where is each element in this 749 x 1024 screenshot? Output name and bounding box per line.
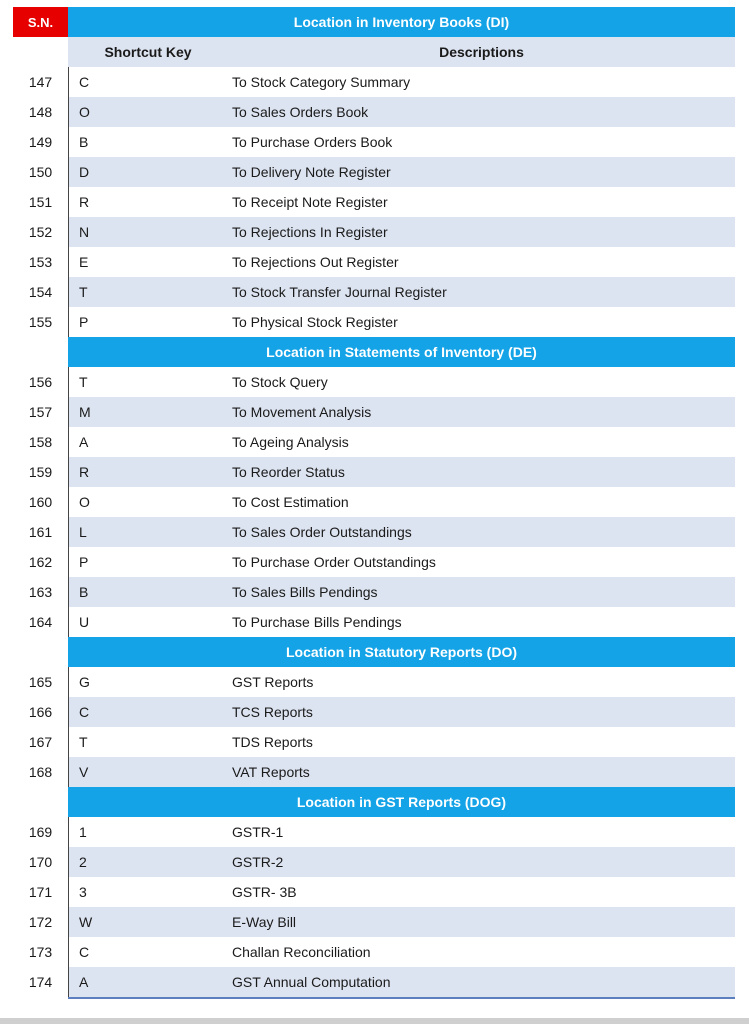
table-row: [13, 277, 735, 307]
description: To Reorder Status: [228, 457, 735, 487]
table-row: [13, 157, 735, 187]
table-row: [13, 487, 735, 517]
serial-number: 171: [28, 884, 53, 900]
table-row: [13, 727, 735, 757]
shortcut-key: 1: [68, 817, 228, 847]
shortcut-key: L: [68, 517, 228, 547]
description: GSTR- 3B: [228, 877, 735, 907]
serial-number: 173: [28, 944, 53, 960]
description: VAT Reports: [228, 757, 735, 787]
table-row: [13, 907, 735, 937]
description: To Sales Order Outstandings: [228, 517, 735, 547]
serial-number: 156: [28, 374, 53, 390]
serial-number: 151: [28, 194, 53, 210]
description: To Ageing Analysis: [228, 427, 735, 457]
table-top-header: [13, 7, 735, 37]
serial-number: 157: [28, 404, 53, 420]
table-row: [13, 967, 735, 997]
table-row: [13, 817, 735, 847]
table-row: [13, 457, 735, 487]
table-bottom-border: [68, 997, 735, 999]
description: TDS Reports: [228, 727, 735, 757]
table-row: [13, 67, 735, 97]
serial-number: 154: [28, 284, 53, 300]
serial-number: 162: [28, 554, 53, 570]
table-row: [13, 367, 735, 397]
shortcut-key: A: [68, 427, 228, 457]
shortcut-key: B: [68, 577, 228, 607]
description: To Purchase Order Outstandings: [228, 547, 735, 577]
shortcut-key: A: [68, 967, 228, 997]
table-row: [13, 427, 735, 457]
serial-number: 155: [28, 314, 53, 330]
description: To Sales Orders Book: [228, 97, 735, 127]
serial-number: 149: [28, 134, 53, 150]
shortcut-key: G: [68, 667, 228, 697]
shortcut-key: U: [68, 607, 228, 637]
serial-number: 170: [28, 854, 53, 870]
shortcut-key-header: Shortcut Key: [68, 37, 228, 67]
serial-number: 164: [28, 614, 53, 630]
serial-number: 169: [28, 824, 53, 840]
section-header-row: [13, 337, 735, 367]
serial-number: 174: [28, 974, 53, 990]
description: E-Way Bill: [228, 907, 735, 937]
table-row: [13, 397, 735, 427]
description: To Purchase Bills Pendings: [228, 607, 735, 637]
shortcut-key: 2: [68, 847, 228, 877]
section-title: Location in GST Reports (DOG): [68, 787, 735, 817]
description: To Stock Transfer Journal Register: [228, 277, 735, 307]
table-row: [13, 247, 735, 277]
description: To Sales Bills Pendings: [228, 577, 735, 607]
description: To Rejections In Register: [228, 217, 735, 247]
table-row: [13, 577, 735, 607]
sn-header: S.N.: [13, 7, 68, 37]
serial-number: 167: [28, 734, 53, 750]
serial-number: 160: [28, 494, 53, 510]
shortcut-key: P: [68, 547, 228, 577]
serial-number: 163: [28, 584, 53, 600]
serial-number: 150: [28, 164, 53, 180]
serial-number: 153: [28, 254, 53, 270]
section-header-row: [13, 637, 735, 667]
table-row: [13, 757, 735, 787]
shortcut-key: D: [68, 157, 228, 187]
table-row: [13, 217, 735, 247]
description: GST Annual Computation: [228, 967, 735, 997]
shortcut-key: M: [68, 397, 228, 427]
description: To Rejections Out Register: [228, 247, 735, 277]
section-title: Location in Inventory Books (DI): [68, 7, 735, 37]
section-header-row: [13, 787, 735, 817]
description: To Movement Analysis: [228, 397, 735, 427]
shortcut-key: R: [68, 187, 228, 217]
description: Challan Reconciliation: [228, 937, 735, 967]
shortcut-key: C: [68, 937, 228, 967]
shortcut-key: V: [68, 757, 228, 787]
table-row: [13, 307, 735, 337]
table-row: [13, 547, 735, 577]
shortcut-key: T: [68, 367, 228, 397]
description: To Receipt Note Register: [228, 187, 735, 217]
section-title: Location in Statutory Reports (DO): [68, 637, 735, 667]
serial-number: 152: [28, 224, 53, 240]
serial-number: 147: [28, 74, 53, 90]
serial-number: 166: [28, 704, 53, 720]
shortcut-key: C: [68, 67, 228, 97]
shortcut-key: 3: [68, 877, 228, 907]
shortcut-key: T: [68, 277, 228, 307]
shortcut-key: E: [68, 247, 228, 277]
serial-number: 165: [28, 674, 53, 690]
shortcut-table: [13, 7, 735, 999]
table-row: [13, 877, 735, 907]
description: To Physical Stock Register: [228, 307, 735, 337]
table-row: [13, 847, 735, 877]
shortcut-key: T: [68, 727, 228, 757]
description: GST Reports: [228, 667, 735, 697]
description: To Delivery Note Register: [228, 157, 735, 187]
table-row: [13, 607, 735, 637]
description: To Stock Category Summary: [228, 67, 735, 97]
shortcut-key: P: [68, 307, 228, 337]
description: To Purchase Orders Book: [228, 127, 735, 157]
table-row: [13, 127, 735, 157]
footer-bar: [0, 1018, 749, 1024]
descriptions-header: Descriptions: [228, 37, 735, 67]
serial-number: 158: [28, 434, 53, 450]
serial-number: 168: [28, 764, 53, 780]
serial-number: 159: [28, 464, 53, 480]
shortcut-key: B: [68, 127, 228, 157]
shortcut-key: W: [68, 907, 228, 937]
column-headers: [13, 37, 735, 67]
shortcut-key: N: [68, 217, 228, 247]
shortcut-key: O: [68, 487, 228, 517]
serial-number: 172: [28, 914, 53, 930]
table-row: [13, 97, 735, 127]
section-title: Location in Statements of Inventory (DE): [68, 337, 735, 367]
table-row: [13, 937, 735, 967]
table-row: [13, 187, 735, 217]
description: To Stock Query: [228, 367, 735, 397]
description: TCS Reports: [228, 697, 735, 727]
description: To Cost Estimation: [228, 487, 735, 517]
serial-number: 161: [28, 524, 53, 540]
shortcut-key: O: [68, 97, 228, 127]
table-row: [13, 517, 735, 547]
table-row: [13, 697, 735, 727]
shortcut-key: C: [68, 697, 228, 727]
table-body: [13, 67, 735, 997]
description: GSTR-2: [228, 847, 735, 877]
table-row: [13, 667, 735, 697]
shortcut-key: R: [68, 457, 228, 487]
serial-number: 148: [28, 104, 53, 120]
description: GSTR-1: [228, 817, 735, 847]
